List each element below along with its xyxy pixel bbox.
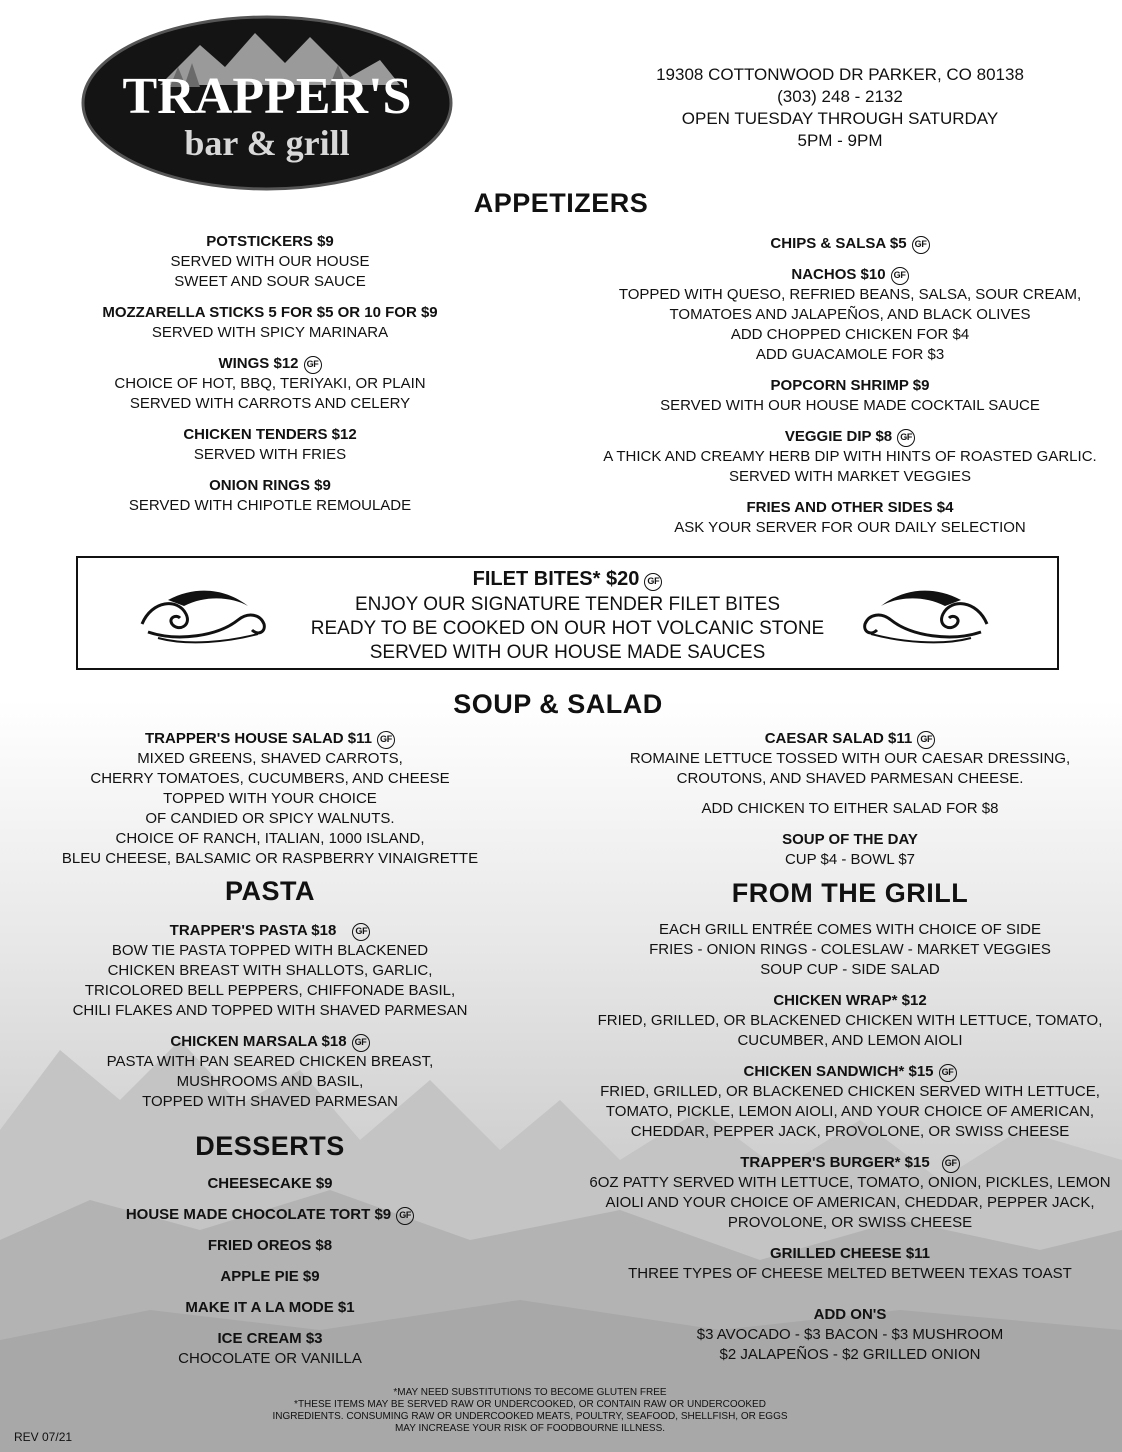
item-desc: SERVED WITH OUR HOUSE [170, 253, 370, 270]
grill-intro [585, 920, 1115, 980]
item-desc: 6OZ PATTY SERVED WITH LETTUCE, TOMATO, ONION, PICKLES, LEMON [589, 1174, 1111, 1191]
item-desc: SERVED WITH SPICY MARINARA [151, 324, 389, 341]
item-desc: CHOCOLATE OR VANILLA [178, 1350, 362, 1367]
item-desc: TOMATO, PICKLE, LEMON AIOLI, AND YOUR CHOICE OF AMERICAN, [605, 1103, 1095, 1120]
allergy-footnote [230, 1387, 830, 1435]
grill-intro-line: FRIES - ONION RINGS - COLESLAW - MARKET VEGGIES [649, 941, 1051, 958]
item-name: ONION RINGS $9 [209, 477, 331, 494]
gluten-free-icon: GF [304, 356, 322, 374]
item-desc: CHOICE OF RANCH, ITALIAN, 1000 ISLAND, [115, 830, 425, 847]
menu-item [585, 426, 1115, 487]
menu-item [40, 1173, 500, 1194]
item-name: POPCORN SHRIMP $9 [770, 377, 930, 394]
grill-column [585, 920, 1115, 1375]
item-desc: PROVOLONE, OR SWISS CHEESE [727, 1214, 973, 1231]
menu-item [40, 728, 500, 869]
menu-item [600, 829, 1100, 870]
item-desc: ASK YOUR SERVER FOR OUR DAILY SELECTION [674, 519, 1026, 536]
item-desc: MUSHROOMS AND BASIL, [176, 1073, 364, 1090]
menu-item [585, 990, 1115, 1051]
menu-item [585, 1061, 1115, 1142]
item-desc: CHILI FLAKES AND TOPPED WITH SHAVED PARMESAN [72, 1002, 468, 1019]
pasta-column [40, 920, 500, 1122]
logo-title: TRAPPER'S [122, 68, 412, 125]
desserts-heading: DESSERTS [195, 1131, 345, 1161]
item-name: CAESAR SALAD $11 [764, 730, 913, 747]
gluten-free-icon: GF [897, 429, 915, 447]
item-desc: OF CANDIED OR SPICY WALNUTS. [145, 810, 395, 827]
item-desc: TOPPED WITH QUESO, REFRIED BEANS, SALSA, SOUR CREAM, [618, 286, 1082, 303]
item-desc: $2 JALAPEÑOS - $2 GRILLED ONION [719, 1346, 981, 1363]
grill-intro-line: EACH GRILL ENTRÉE COMES WITH CHOICE OF SIDE [659, 921, 1041, 938]
soup-salad-heading: SOUP & SALAD [453, 689, 663, 719]
gluten-free-icon: GF [396, 1207, 414, 1225]
logo-subtitle: bar & grill [184, 123, 350, 163]
menu-item [585, 375, 1115, 416]
item-desc: ADD CHICKEN TO EITHER SALAD FOR $8 [701, 800, 999, 817]
item-name: CHICKEN MARSALA $18 [170, 1033, 347, 1050]
menu-item [60, 353, 480, 414]
item-desc: CROUTONS, AND SHAVED PARMESAN CHEESE. [676, 770, 1024, 787]
item-name: MOZZARELLA STICKS 5 FOR $5 OR 10 FOR $9 [102, 304, 438, 321]
item-desc: FRIED, GRILLED, OR BLACKENED CHICKEN WITH LETTUCE, TOMATO, [597, 1012, 1103, 1029]
menu-item [600, 799, 1100, 819]
item-name: FRIED OREOS $8 [207, 1237, 333, 1254]
item-desc: MIXED GREENS, SHAVED CARROTS, [137, 750, 403, 767]
item-desc: SWEET AND SOUR SAUCE [174, 273, 366, 290]
item-desc: CHERRY TOMATOES, CUCUMBERS, AND CHEESE [90, 770, 450, 787]
grill-heading: FROM THE GRILL [731, 878, 969, 908]
menu-item [40, 920, 500, 1021]
menu-item [40, 1204, 500, 1225]
item-name: VEGGIE DIP $8 [784, 428, 893, 445]
menu-item [60, 424, 480, 465]
item-name: CHICKEN TENDERS $12 [183, 426, 357, 443]
menu-item [585, 233, 1115, 254]
item-desc: ADD GUACAMOLE FOR $3 [755, 346, 945, 363]
revision-label: REV 07/21 [14, 1430, 73, 1444]
filet-bites-desc: READY TO BE COOKED ON OUR HOT VOLCANIC STONE [310, 618, 825, 639]
trappers-logo [80, 15, 454, 195]
item-name: HOUSE MADE CHOCOLATE TORT $9 [125, 1206, 392, 1223]
item-name: APPLE PIE $9 [220, 1268, 320, 1285]
item-desc: CUP $4 - BOWL $7 [784, 851, 916, 868]
item-desc: CUCUMBER, AND LEMON AIOLI [737, 1032, 963, 1049]
menu-item [585, 1304, 1115, 1365]
item-desc: CHOICE OF HOT, BBQ, TERIYAKI, OR PLAIN [114, 375, 426, 392]
gluten-free-icon: GF [939, 1064, 957, 1082]
menu-item [40, 1297, 500, 1318]
item-desc: PASTA WITH PAN SEARED CHICKEN BREAST, [106, 1053, 434, 1070]
menu-item [600, 728, 1100, 789]
item-desc: TOPPED WITH SHAVED PARMESAN [142, 1093, 398, 1110]
item-desc: BOW TIE PASTA TOPPED WITH BLACKENED [111, 942, 429, 959]
item-name: FRIES AND OTHER SIDES $4 [746, 499, 954, 516]
menu-item [40, 1031, 500, 1112]
address: 19308 COTTONWOOD DR PARKER, CO 80138 [656, 65, 1024, 84]
phone-number: (303) 248 - 2132 [777, 87, 903, 106]
item-name: WINGS $12 [218, 355, 299, 372]
item-desc: ROMAINE LETTUCE TOSSED WITH OUR CAESAR DRESSING, [629, 750, 1071, 767]
gluten-free-icon: GF [912, 236, 930, 254]
filet-bites-desc: SERVED WITH OUR HOUSE MADE SAUCES [369, 642, 766, 663]
menu-item [60, 231, 480, 292]
item-desc: SERVED WITH CHIPOTLE REMOULADE [128, 497, 412, 514]
pasta-heading: PASTA [225, 876, 315, 906]
desserts-column [40, 1173, 500, 1379]
item-name: TRAPPER'S BURGER* $15 [740, 1154, 930, 1171]
appetizers-heading: APPETIZERS [473, 188, 649, 218]
item-name: CHICKEN SANDWICH* $15 [743, 1063, 934, 1080]
item-name: NACHOS $10 [791, 266, 886, 283]
appetizers-right-column [585, 233, 1115, 548]
appetizers-left-column [60, 231, 480, 526]
open-hours: 5PM - 9PM [797, 131, 883, 150]
item-desc: $3 AVOCADO - $3 BACON - $3 MUSHROOM [696, 1326, 1004, 1343]
item-name: POTSTICKERS $9 [206, 233, 334, 250]
menu-item [40, 1235, 500, 1256]
menu-item [40, 1328, 500, 1369]
filet-bites-feature-box [76, 556, 1059, 670]
gluten-free-icon: GF [377, 731, 395, 749]
filet-bites-name: FILET BITES* $20 [472, 568, 640, 590]
item-name: CHICKEN WRAP* $12 [773, 992, 927, 1009]
item-name: GRILLED CHEESE $11 [769, 1245, 931, 1262]
gluten-free-icon: GF [942, 1155, 960, 1173]
item-name: ICE CREAM $3 [217, 1330, 323, 1347]
right-flourish-icon [859, 580, 991, 646]
item-name: TRAPPER'S PASTA $18 [169, 922, 337, 939]
item-desc: CHICKEN BREAST WITH SHALLOTS, GARLIC, [107, 962, 433, 979]
item-name: SOUP OF THE DAY [782, 831, 918, 848]
item-desc: CHEDDAR, PEPPER JACK, PROVOLONE, OR SWISS CHEESE [630, 1123, 1070, 1140]
item-desc: SERVED WITH MARKET VEGGIES [729, 468, 971, 485]
item-name: MAKE IT A LA MODE $1 [185, 1299, 355, 1316]
grill-intro-line: SOUP CUP - SIDE SALAD [760, 961, 940, 978]
menu-item [60, 302, 480, 343]
gluten-free-icon: GF [891, 267, 909, 285]
item-desc: SERVED WITH OUR HOUSE MADE COCKTAIL SAUCE [660, 397, 1040, 414]
filet-bites-desc: ENJOY OUR SIGNATURE TENDER FILET BITES [354, 594, 781, 615]
menu-item [585, 1243, 1115, 1284]
menu-item [585, 1152, 1115, 1233]
menu-item [585, 264, 1115, 365]
item-desc: TRICOLORED BELL PEPPERS, CHIFFONADE BASIL, [84, 982, 456, 999]
item-name: CHEESECAKE $9 [207, 1175, 333, 1192]
menu-item [60, 475, 480, 516]
restaurant-info [600, 64, 1080, 152]
item-name: TRAPPER'S HOUSE SALAD $11 [145, 730, 372, 747]
footnote-line: *MAY NEED SUBSTITUTIONS TO BECOME GLUTEN FREE [393, 1387, 667, 1398]
item-desc: ADD CHOPPED CHICKEN FOR $4 [730, 326, 970, 343]
menu-item [585, 497, 1115, 538]
soup-salad-right-column [600, 728, 1100, 880]
footnote-line: MAY INCREASE YOUR RISK OF FOODBOURNE ILLNESS. [394, 1423, 666, 1434]
item-name: ADD ON'S [813, 1306, 887, 1323]
item-desc: SERVED WITH FRIES [193, 446, 347, 463]
footnote-line: *THESE ITEMS MAY BE SERVED RAW OR UNDERCOOKED, OR CONTAIN RAW OR UNDERCOOKED [294, 1399, 766, 1410]
item-desc: TOMATOES AND JALAPEÑOS, AND BLACK OLIVES [669, 306, 1031, 323]
menu-item [40, 1266, 500, 1287]
gluten-free-icon: GF [352, 1034, 370, 1052]
footnote-line: INGREDIENTS. CONSUMING RAW OR UNDERCOOKED MEATS, POULTRY, SEAFOOD, SHELLFISH, OR EGGS [272, 1411, 788, 1422]
item-name: CHIPS & SALSA $5 [770, 235, 907, 252]
gluten-free-icon: GF [352, 923, 370, 941]
item-desc: BLEU CHEESE, BALSAMIC OR RASPBERRY VINAIGRETTE [61, 850, 479, 867]
gluten-free-icon: GF [917, 731, 935, 749]
item-desc: THREE TYPES OF CHEESE MELTED BETWEEN TEXAS TOAST [628, 1265, 1072, 1282]
item-desc: FRIED, GRILLED, OR BLACKENED CHICKEN SERVED WITH LETTUCE, [600, 1083, 1100, 1100]
item-desc: TOPPED WITH YOUR CHOICE [163, 790, 377, 807]
gluten-free-icon: GF [644, 573, 662, 591]
soup-salad-left-column [40, 728, 500, 879]
item-desc: AIOLI AND YOUR CHOICE OF AMERICAN, CHEDDAR, PEPPER JACK, [605, 1194, 1095, 1211]
item-desc: A THICK AND CREAMY HERB DIP WITH HINTS OF ROASTED GARLIC. [603, 448, 1097, 465]
open-days: OPEN TUESDAY THROUGH SATURDAY [681, 109, 999, 128]
item-desc: SERVED WITH CARROTS AND CELERY [129, 395, 411, 412]
